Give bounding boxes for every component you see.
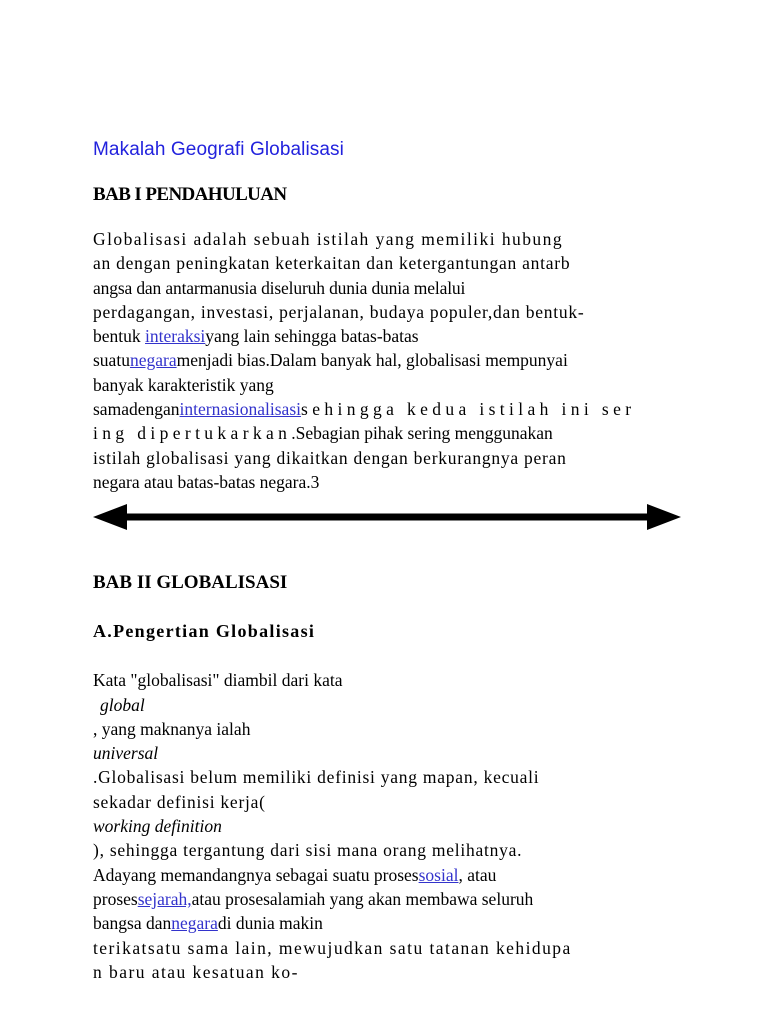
text-line-italic-global: global (100, 694, 145, 715)
double-arrow-icon (93, 504, 681, 530)
link-negara-2[interactable]: negara (171, 913, 218, 934)
text-line (93, 887, 693, 911)
text-line: .Globalisasi belum memiliki definisi yang mapan, kecuali (93, 767, 540, 788)
text-line: negara atau batas-batas negara.3 (93, 471, 320, 492)
text-fragment: yang lain sehingga batas-batas (205, 326, 419, 347)
text-line: perdagangan, investasi, perjalanan, budaya populer,dan bentuk- (93, 301, 585, 322)
spacer (93, 162, 693, 184)
text-line: , yang maknanya ialah (93, 718, 251, 739)
text-line (93, 348, 693, 372)
text-line-italic-working-definition: working definition (93, 816, 222, 837)
paragraph-bab-2 (93, 668, 693, 984)
heading-bab-1: BAB I PENDAHULUAN (93, 184, 287, 205)
text-fragment: atau prosesalamiah yang akan membawa seluruh (191, 888, 534, 909)
text-line: n baru atau kesatuan ko- (93, 961, 299, 982)
text-line (93, 324, 693, 348)
text-line: ), sehingga tergantung dari sisi mana orang melihatnya. (93, 840, 523, 861)
text-line (93, 863, 693, 887)
spacer (93, 494, 693, 504)
text-fragment: bangsa dan (93, 913, 172, 934)
text-fragment: s e h i n g g a k e d u a i s t i l a h i n i s e r (301, 399, 632, 420)
text-fragment: proses (93, 888, 138, 909)
spacer (93, 206, 693, 227)
text-line: Globalisasi adalah sebuah istilah yang memiliki hubung (93, 229, 564, 249)
spacer (93, 594, 693, 620)
text-line: i n g d i p e r t u k a r k a n .Sebagian pihak sering menggunakan (93, 423, 553, 444)
page-title: Makalah Geografi Globalisasi (93, 139, 344, 160)
heading-bab-2: BAB II GLOBALISASI (93, 572, 288, 594)
text-fragment: samadengan (93, 399, 180, 420)
text-line: istilah globalisasi yang dikaitkan dengan berkurangnya peran (93, 447, 567, 468)
document-content (93, 138, 693, 984)
text-line-italic-universal: universal (93, 743, 159, 764)
link-internasionalisasi[interactable]: internasionalisasi (179, 399, 302, 420)
text-line: Kata "globalisasi" diambil dari kata (93, 670, 343, 691)
text-line: sekadar definisi kerja( (93, 791, 266, 812)
text-line: banyak karakteristik yang (93, 374, 274, 395)
link-negara[interactable]: negara (129, 350, 177, 371)
heading-subsection-a: A.Pengertian Globalisasi (93, 621, 316, 642)
link-sejarah[interactable]: sejarah, (137, 888, 192, 909)
paragraph-bab-1 (93, 227, 693, 494)
text-line (93, 911, 693, 935)
horizontal-arrow-divider (93, 504, 693, 534)
text-fragment: menjadi bias.Dalam banyak hal, globalisasi mempunyai (176, 350, 568, 371)
text-line: terikatsatu sama lain, mewujudkan satu tatanan kehidupa (93, 937, 572, 958)
text-line: angsa dan antarmanusia diseluruh dunia dunia melalui (93, 277, 466, 298)
text-line: an dengan peningkatan keterkaitan dan ketergantungan antarb (93, 253, 571, 274)
link-sosial[interactable]: sosial (418, 864, 459, 885)
link-interaksi[interactable]: interaksi (145, 326, 206, 347)
text-fragment: Adayang memandangnya sebagai suatu proses (93, 864, 419, 885)
spacer (93, 534, 693, 572)
text-fragment: , atau (458, 864, 497, 885)
spacer (93, 642, 693, 668)
text-fragment: bentuk (93, 326, 146, 347)
text-fragment: di dunia makin (217, 913, 323, 934)
text-line (93, 397, 693, 421)
text-fragment: suatu (93, 350, 130, 371)
